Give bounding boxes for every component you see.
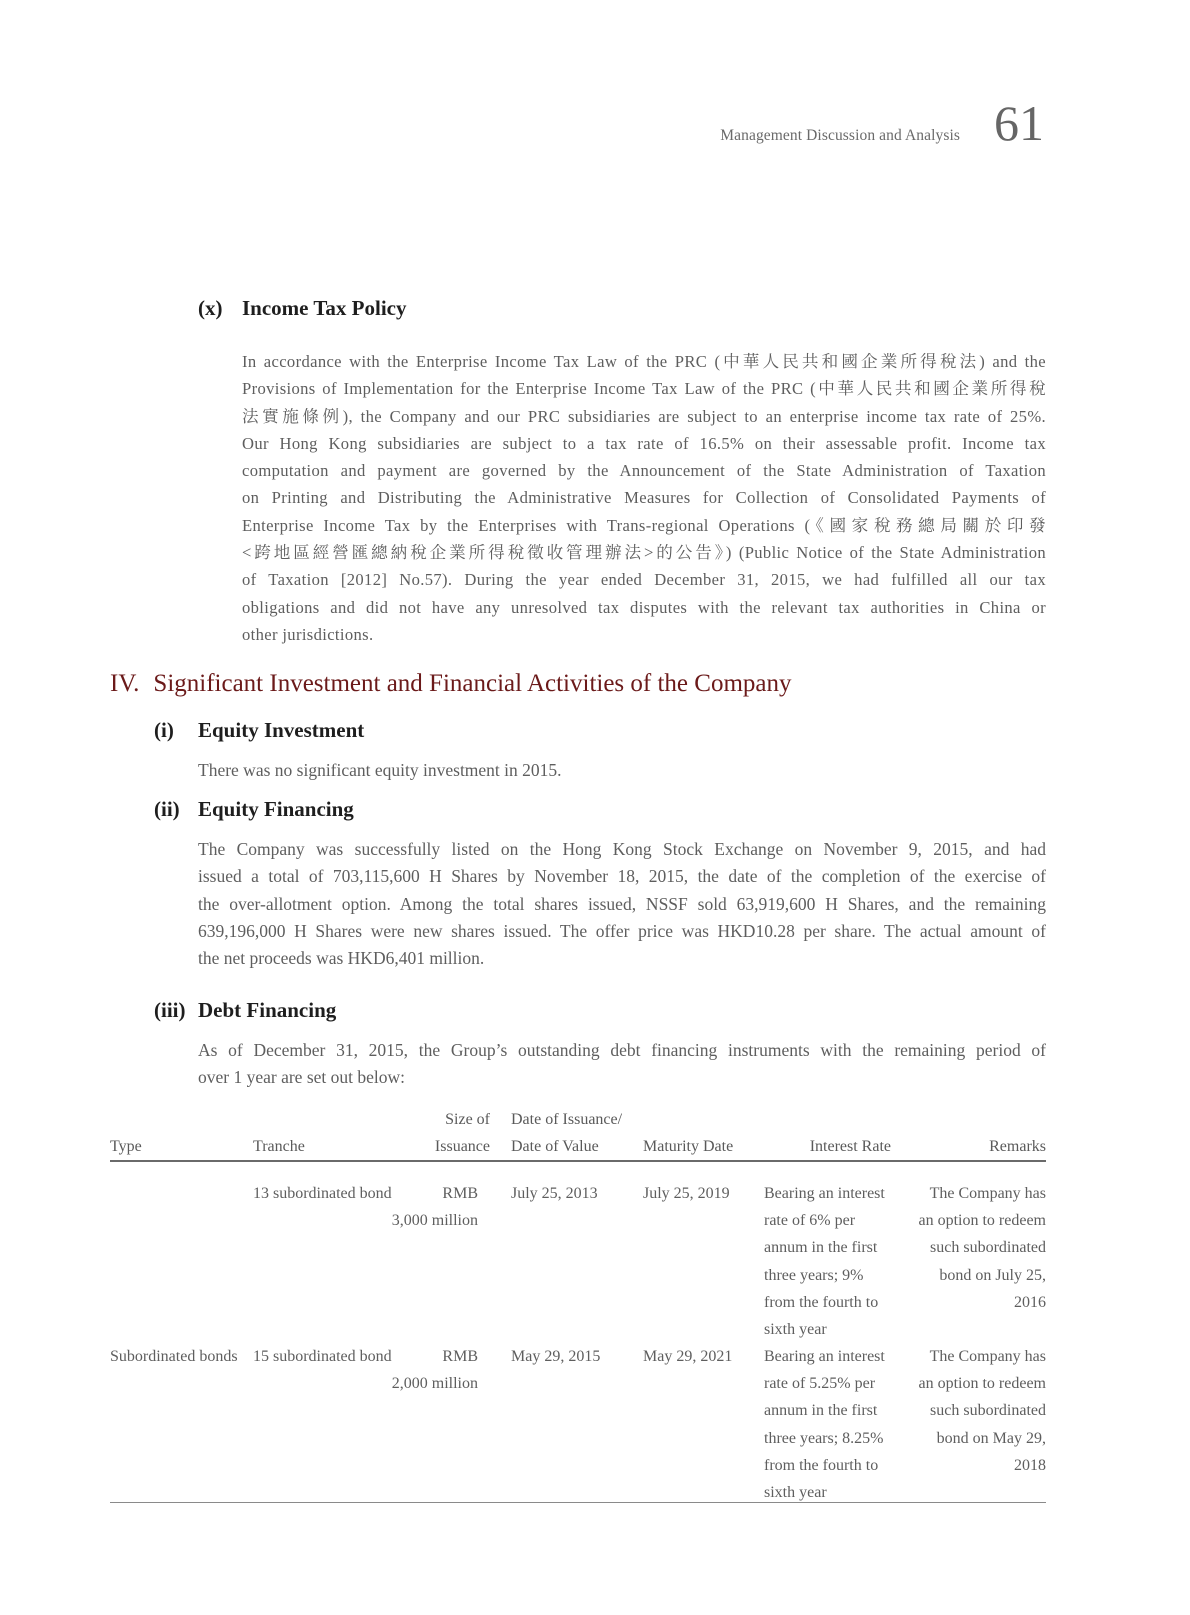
cell-maturity: July 25, 2019: [643, 1185, 730, 1202]
header-size-line2: Issuance: [434, 1138, 490, 1155]
text-line: sixth year: [764, 1321, 827, 1339]
cell-size-line1: RMB: [442, 1185, 478, 1202]
heading-number: (iii): [154, 998, 186, 1022]
section-number: IV.: [110, 670, 140, 697]
header-interest: Interest Rate: [809, 1138, 891, 1155]
text-line: The Company has: [929, 1185, 1046, 1202]
text-line: Bearing an interest: [764, 1185, 885, 1202]
text-line: over 1 year are set out below:: [198, 1067, 406, 1088]
header-size-line1: Size of: [445, 1111, 490, 1128]
text-line: issued a total of 703,115,600 H Shares by November 18, 2015, the date of the completion of the exercise of: [198, 866, 1046, 887]
text-line: The Company has: [929, 1348, 1046, 1365]
cell-size-line1: RMB: [442, 1348, 478, 1365]
text-line: 2018: [1014, 1456, 1046, 1474]
header-date-line2: Date of Value: [511, 1138, 599, 1155]
text-line: bond on July 25,: [939, 1266, 1046, 1284]
cell-remarks: [906, 1180, 1046, 1316]
debt-financing-paragraph: [198, 1037, 1046, 1092]
text-line: annum in the first: [764, 1402, 878, 1420]
cell-maturity: May 29, 2021: [643, 1348, 733, 1365]
equity-investment-heading: [154, 718, 364, 743]
equity-financing-heading: [154, 797, 354, 822]
text-line: 639,196,000 H Shares were new shares issued. The offer price was HKD10.28 per share. The actual amount of: [198, 920, 1046, 941]
text-line: of Taxation [2012] No.57). During the year ended December 31, 2015, we had fulfilled all our tax: [242, 570, 1046, 590]
text-line: such subordinated: [930, 1239, 1046, 1257]
text-line: annum in the first: [764, 1239, 878, 1257]
heading-title: Equity Financing: [198, 797, 354, 821]
income-tax-heading: [198, 296, 407, 321]
text-line: 法實施條例), the Company and our PRC subsidiaries are subject to an enterprise income tax rate of 25%.: [242, 406, 1046, 426]
text-line: obligations and did not have any unresolved tax disputes with the relevant tax authorities in China or: [242, 597, 1046, 617]
header-remarks: Remarks: [989, 1138, 1046, 1155]
text-line: such subordinated: [930, 1402, 1046, 1420]
text-line: Our Hong Kong subsidiaries are subject to a tax rate of 16.5% on their assessable profit. Income tax: [242, 433, 1046, 453]
header-date-line1: Date of Issuance/: [511, 1111, 623, 1128]
text-line: Provisions of Implementation for the Enterprise Income Tax Law of the PRC (中華人民共和國企業所得稅: [242, 379, 1046, 399]
cell-interest: [764, 1343, 904, 1506]
income-tax-paragraph: [242, 348, 1046, 648]
text-line: from the fourth to: [764, 1456, 879, 1474]
heading-title: Equity Investment: [198, 718, 365, 742]
text-line: bond on May 29,: [936, 1429, 1046, 1447]
text-line: computation and payment are governed by the Announcement of the State Administration of Taxation: [242, 461, 1046, 481]
header-type: Type: [110, 1138, 142, 1155]
text-line: three years; 9%: [764, 1266, 864, 1284]
cell-tranche: 15 subordinated bond: [253, 1348, 392, 1365]
cell-remarks: [906, 1343, 1046, 1479]
debt-financing-heading: [154, 998, 336, 1023]
text-line: sixth year: [764, 1484, 827, 1502]
text-line: three years; 8.25%: [764, 1429, 884, 1447]
cell-date: July 25, 2013: [511, 1185, 598, 1202]
heading-number: (i): [154, 718, 174, 742]
heading-title: Income Tax Policy: [242, 296, 407, 320]
heading-number: (ii): [154, 797, 180, 821]
text-line: an option to redeem: [918, 1375, 1046, 1393]
section-title: Significant Investment and Financial Activities of the Company: [153, 670, 792, 697]
text-line: There was no significant equity investment in 2015.: [198, 760, 562, 780]
cell-date: May 29, 2015: [511, 1348, 601, 1365]
text-line: Bearing an interest: [764, 1348, 885, 1365]
text-line: other jurisdictions.: [242, 624, 374, 644]
text-line: an option to redeem: [918, 1212, 1046, 1230]
table-header: [110, 1104, 1046, 1162]
table-body: [110, 1162, 1046, 1503]
cell-size-line2: 2,000 million: [391, 1375, 478, 1392]
header-tranche: Tranche: [253, 1138, 305, 1155]
cell-size-line2: 3,000 million: [391, 1212, 478, 1229]
header-maturity: Maturity Date: [643, 1138, 734, 1155]
text-line: rate of 5.25% per: [764, 1375, 876, 1393]
equity-financing-paragraph: [198, 836, 1046, 972]
section-heading: [110, 670, 792, 698]
cell-tranche: 13 subordinated bond: [253, 1185, 392, 1202]
text-line: The Company was successfully listed on the Hong Kong Stock Exchange on November 9, 2015, and had: [198, 839, 1046, 859]
text-line: the net proceeds was HKD6,401 million.: [198, 948, 485, 969]
cell-type: Subordinated bonds: [110, 1348, 238, 1365]
heading-number: (x): [198, 296, 223, 320]
text-line: rate of 6% per: [764, 1212, 856, 1230]
running-header: [720, 95, 1044, 151]
cell-interest: [764, 1180, 904, 1343]
debt-instruments-table: [110, 1104, 1046, 1503]
text-line: As of December 31, 2015, the Group’s outstanding debt financing instruments with the remaining period of: [198, 1040, 1046, 1060]
text-line: Enterprise Income Tax by the Enterprises with Trans-regional Operations (《國家稅務總局關於印發: [242, 515, 1046, 535]
page-number: 61: [994, 95, 1044, 151]
text-line: from the fourth to: [764, 1293, 879, 1311]
text-line: 2016: [1014, 1293, 1046, 1311]
header-title: Management Discussion and Analysis: [720, 127, 960, 144]
heading-title: Debt Financing: [198, 998, 337, 1022]
text-line: <跨地區經營匯總納稅企業所得稅徵收管理辦法>的公告》) (Public Notice of the State Administration: [242, 543, 1046, 563]
equity-investment-paragraph: [198, 757, 1046, 784]
text-line: the over-allotment option. Among the total shares issued, NSSF sold 63,919,600 H Shares, and the remaining: [198, 893, 1046, 914]
text-line: In accordance with the Enterprise Income Tax Law of the PRC (中華人民共和國企業所得稅法) and the: [242, 352, 1046, 371]
text-line: on Printing and Distributing the Administrative Measures for Collection of Consolidated Payments of: [242, 488, 1046, 508]
